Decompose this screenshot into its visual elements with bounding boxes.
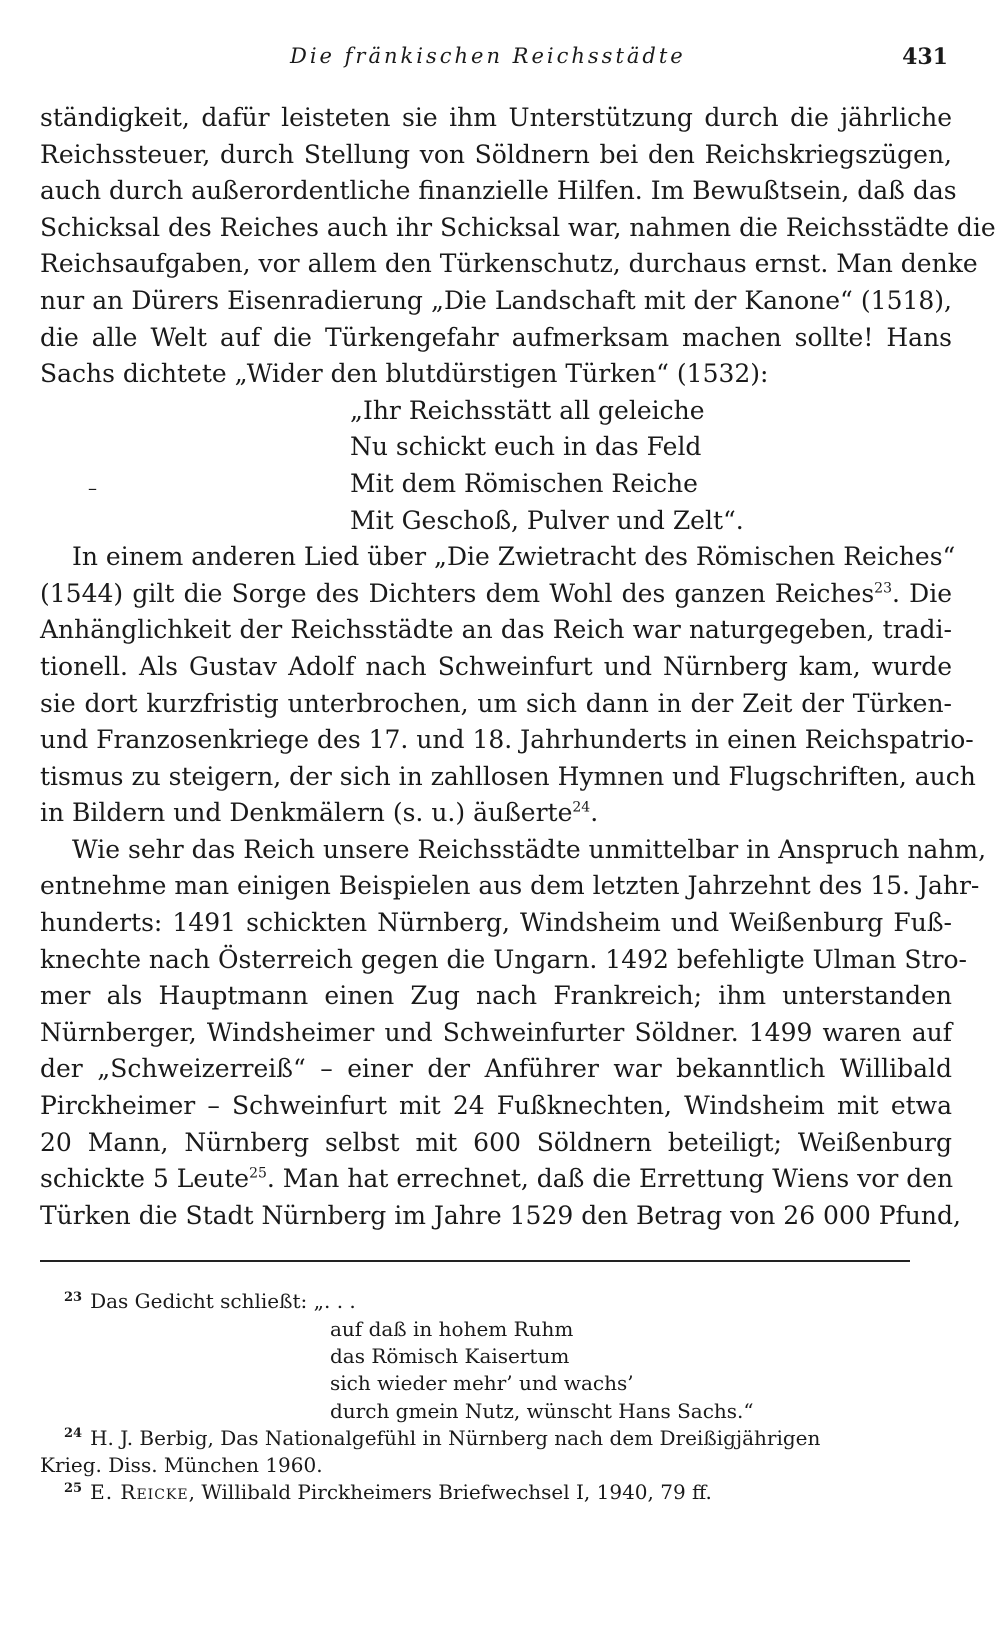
footnote-line: Krieg. Diss. München 1960.	[40, 1453, 323, 1478]
main-text	[40, 100, 996, 1234]
footnote-23	[40, 1288, 952, 1424]
text-line: Reichssteuer, durch Stellung von Söldnern bei den Reichskriegszügen,	[40, 139, 952, 169]
text-line: Wie sehr das Reich unsere Reichsstädte unmittelbar in Anspruch nahm,	[72, 834, 987, 864]
verse-line: Mit dem Römischen Reiche	[350, 468, 698, 498]
text-line: die alle Welt auf die Türkengefahr aufmerksam machen sollte! Hans	[40, 322, 952, 352]
footnote-ref-25[interactable]: 25	[249, 1165, 267, 1182]
footnote-text: Das Gedicht schließt: „. . .	[90, 1289, 356, 1314]
poem-quote	[40, 393, 952, 539]
footnote-25	[40, 1479, 952, 1506]
verse-line: „Ihr Reichsstätt all geleiche	[350, 395, 705, 425]
text-line: Türken die Stadt Nürnberg im Jahre 1529 den Betrag von 26 000 Pfund,	[40, 1200, 961, 1230]
book-page	[40, 38, 996, 1507]
text-line: Pirckheimer – Schweinfurt mit 24 Fußknechten, Windsheim mit etwa	[40, 1091, 952, 1121]
text-line	[40, 795, 952, 832]
footnote-line	[40, 1288, 952, 1315]
footnote-line	[40, 1425, 952, 1452]
page-number: 431	[902, 44, 948, 70]
stray-dash-mark: –	[88, 477, 97, 499]
footnote-verse-line: durch gmein Nutz, wünscht Hans Sachs.“	[330, 1398, 754, 1423]
text-line: und Franzosenkriege des 17. und 18. Jahrhunderts in einen Reichspatrio-	[40, 725, 974, 755]
text-line: auch durch außerordentliche finanzielle Hilfen. Im Bewußtsein, daß das	[40, 176, 957, 206]
verse-line: Nu schickt euch in das Feld	[350, 432, 702, 462]
text-line: Schicksal des Reiches auch ihr Schicksal war, nahmen die Reichsstädte die	[40, 212, 996, 242]
text-fragment: .	[590, 798, 599, 828]
verse-line: Mit Geschoß, Pulver und Zelt“.	[350, 505, 744, 535]
text-line: knechte nach Österreich gegen die Ungarn. 1492 befehligte Ulman Stro-	[40, 944, 967, 974]
footnotes-section	[40, 1288, 952, 1506]
text-fragment: (1544) gilt die Sorge des Dichters dem Wohl des ganzen Reiches	[40, 578, 875, 608]
text-line: tismus zu steigern, der sich in zahllosen Hymnen und Flugschriften, auch	[40, 761, 976, 791]
text-fragment: . Man hat errechnet, daß die Errettung Wiens vor den	[266, 1164, 954, 1194]
footnote-verse-line: sich wieder mehr’ und wachs’	[330, 1371, 634, 1396]
text-line: nur an Dürers Eisenradierung „Die Landschaft mit der Kanone“ (1518),	[40, 285, 952, 315]
text-line: Sachs dichtete „Wider den blutdürstigen Türken“ (1532):	[40, 359, 769, 389]
text-fragment: schickte 5 Leute	[40, 1164, 250, 1194]
text-line	[40, 1161, 952, 1198]
footnote-number: 25	[64, 1480, 83, 1496]
footnote-text: , Willibald Pirckheimers Briefwechsel I, 1940, 79 ff.	[188, 1480, 712, 1505]
footnote-ref-24[interactable]: 24	[572, 799, 591, 816]
footnote-verse-line: auf daß in hohem Ruhm	[330, 1316, 574, 1341]
running-title: Die fränkischen Reichsstädte	[290, 44, 686, 68]
text-line: Reichsaufgaben, vor allem den Türkenschutz, durchaus ernst. Man denke	[40, 249, 978, 279]
footnote-number: 24	[64, 1426, 83, 1442]
text-fragment: in Bildern und Denkmälern (s. u.) äußerte	[40, 798, 573, 828]
footnote-24	[40, 1425, 952, 1480]
footnote-text: H. J. Berbig, Das Nationalgefühl in Nürnberg nach dem Dreißigjährigen	[90, 1425, 821, 1450]
text-line: 20 Mann, Nürnberg selbst mit 600 Söldnern beteiligt; Weißenburg	[40, 1127, 952, 1157]
footnote-number: 23	[64, 1289, 83, 1305]
footnote-line	[40, 1479, 952, 1506]
text-line: hunderts: 1491 schickten Nürnberg, Windsheim und Weißenburg Fuß-	[40, 908, 952, 938]
text-line: mer als Hauptmann einen Zug nach Frankreich; ihm unterstanden	[40, 981, 952, 1011]
text-line: entnehme man einigen Beispielen aus dem letzten Jahrzehnt des 15. Jahr-	[40, 871, 980, 901]
text-line: Nürnberger, Windsheimer und Schweinfurter Söldner. 1499 waren auf	[40, 1017, 952, 1047]
page-header	[40, 38, 952, 74]
text-line: In einem anderen Lied über „Die Zwietracht des Römischen Reiches“	[72, 542, 956, 572]
text-line: sie dort kurzfristig unterbrochen, um sich dann in der Zeit der Türken-	[40, 688, 952, 718]
text-line: tionell. Als Gustav Adolf nach Schweinfurt und Nürnberg kam, wurde	[40, 651, 952, 681]
text-line: Anhänglichkeit der Reichsstädte an das Reich war naturgegeben, tradi-	[40, 615, 952, 645]
footnote-ref-23[interactable]: 23	[874, 580, 892, 597]
footnote-divider	[40, 1260, 910, 1262]
text-fragment: . Die	[892, 578, 952, 608]
text-line: ständigkeit, dafür leisteten sie ihm Unterstützung durch die jährliche	[40, 103, 952, 132]
text-line: der „Schweizerreiß“ – einer der Anführer war bekanntlich Willibald	[40, 1054, 952, 1084]
footnote-verse-line: das Römisch Kaisertum	[330, 1344, 570, 1368]
footnote-author: E. Reicke	[90, 1480, 189, 1505]
text-line	[40, 576, 952, 613]
